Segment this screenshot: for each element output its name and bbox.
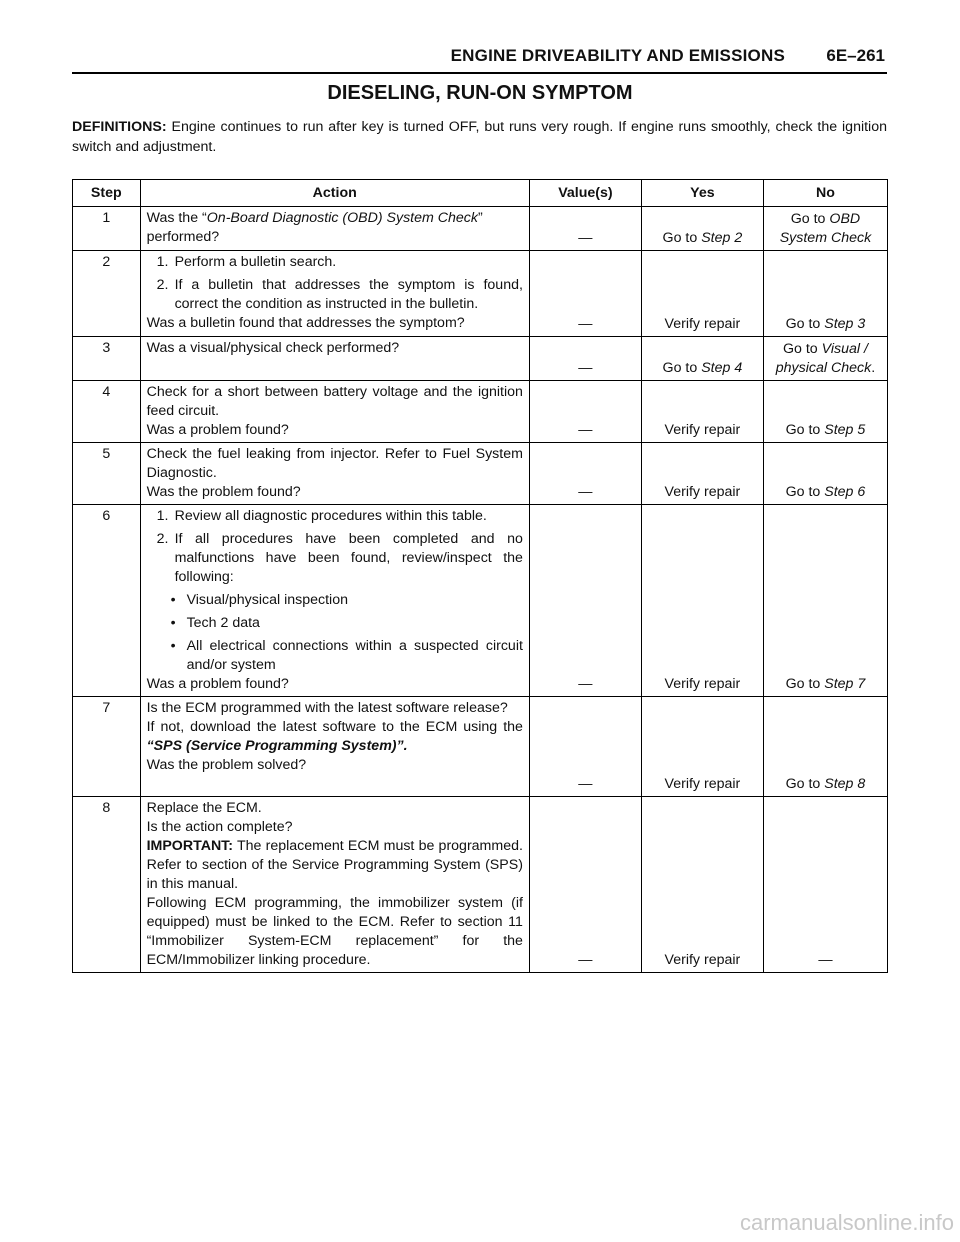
table-row <box>73 381 888 443</box>
table-row <box>73 505 888 697</box>
list-number: 1. <box>156 254 169 270</box>
page-header <box>72 44 887 74</box>
page-number: 6E–261 <box>826 46 885 65</box>
table-row <box>73 207 888 251</box>
action-text: Check for a short between battery voltage and the ignition feed circuit. <box>146 384 523 419</box>
no-step-ref: Step 7 <box>824 676 866 692</box>
action-question: Was a bulletin found that addresses the symptom? <box>146 315 465 331</box>
section-title: ENGINE DRIVEABILITY AND EMISSIONS <box>450 46 785 65</box>
table-header-row <box>73 180 888 207</box>
action-question: Was the problem solved? <box>146 757 307 773</box>
list-text: Review all diagnostic procedures within this table. <box>174 508 487 524</box>
bullet-item <box>147 637 523 675</box>
step-number: 3 <box>73 337 141 381</box>
yes-cell: Verify repair <box>641 505 763 697</box>
no-text: Go to <box>785 776 825 792</box>
no-cell <box>763 505 887 697</box>
no-text: Go to <box>785 484 825 500</box>
list-number: 2. <box>156 531 169 547</box>
table-row <box>73 697 888 797</box>
action-cell <box>140 505 529 697</box>
list-item <box>157 253 523 272</box>
action-text: ” <box>478 210 483 226</box>
table-row <box>73 251 888 337</box>
no-cell <box>763 207 887 251</box>
no-step-ref: Step 3 <box>824 316 866 332</box>
action-text: Check the fuel leaking from injector. Refer to Fuel System Diagnostic. <box>146 446 523 481</box>
page-title: DIESELING, RUN-ON SYMPTOM <box>327 82 633 104</box>
value-cell: — <box>529 697 641 797</box>
no-text: Go to <box>782 341 822 357</box>
no-text: Go to <box>785 676 825 692</box>
diagnostic-table <box>72 179 888 973</box>
value-cell: — <box>529 443 641 505</box>
action-cell <box>140 797 529 973</box>
action-cell <box>140 207 529 251</box>
value-cell: — <box>529 505 641 697</box>
yes-cell: Verify repair <box>641 443 763 505</box>
no-ref: OBD <box>829 211 861 227</box>
no-text: Go to <box>785 316 825 332</box>
action-emphasis: “SPS (Service Programming System)”. <box>146 738 408 754</box>
action-cell <box>140 381 529 443</box>
step-number: 6 <box>73 505 141 697</box>
bullet-item <box>147 591 523 610</box>
action-question: Was a problem found? <box>146 676 289 692</box>
col-step: Step <box>73 180 141 207</box>
step-number: 5 <box>73 443 141 505</box>
yes-step-ref: Step 4 <box>701 360 743 376</box>
step-number: 8 <box>73 797 141 973</box>
yes-cell <box>641 337 763 381</box>
action-question: Was a problem found? <box>146 422 289 438</box>
definitions-text: Engine continues to run after key is turned OFF, but runs very rough. If engine runs smoothly, check the ignition switch and adjustment. <box>72 119 887 155</box>
step-number: 2 <box>73 251 141 337</box>
value-cell: — <box>529 207 641 251</box>
definitions-label: DEFINITIONS: <box>72 119 167 135</box>
table-row <box>73 797 888 973</box>
bullet-text: Tech 2 data <box>186 615 260 631</box>
no-cell <box>763 337 887 381</box>
step-number: 4 <box>73 381 141 443</box>
value-cell: — <box>529 251 641 337</box>
table-row <box>73 443 888 505</box>
action-text: Replace the ECM. <box>146 800 262 816</box>
list-item <box>157 507 523 526</box>
action-text-part: If not, download the latest software to the ECM using the <box>146 719 523 735</box>
list-number: 2. <box>156 277 169 293</box>
step-number: 7 <box>73 697 141 797</box>
value-cell: — <box>529 337 641 381</box>
bullet-text: Visual/physical inspection <box>186 592 348 608</box>
bullet-icon: • <box>170 592 176 608</box>
action-text: Was the “ <box>146 210 207 226</box>
col-yes: Yes <box>641 180 763 207</box>
action-question: Was the problem found? <box>146 484 301 500</box>
bullet-icon: • <box>170 615 176 631</box>
no-text: Go to <box>785 422 825 438</box>
value-cell: — <box>529 797 641 973</box>
important-label: IMPORTANT: <box>146 838 234 854</box>
action-question: performed? <box>146 229 220 245</box>
no-cell: — <box>763 797 887 973</box>
list-number: 1. <box>156 508 169 524</box>
yes-cell: Verify repair <box>641 697 763 797</box>
no-cell <box>763 251 887 337</box>
action-cell <box>140 443 529 505</box>
no-ref: Visual / <box>821 341 868 357</box>
no-step-ref: Step 6 <box>824 484 866 500</box>
no-ref: physical Check <box>775 360 872 376</box>
no-cell <box>763 381 887 443</box>
action-cell <box>140 251 529 337</box>
action-text: Following ECM programming, the immobilizer system (if equipped) must be linked to the ECM. Refer to section 11 “Immobilizer System-ECM replacement” for the ECM/Immobilizer linking procedure. <box>146 895 523 968</box>
list-item <box>157 276 523 314</box>
no-step-ref: Step 8 <box>824 776 866 792</box>
list-text: If all procedures have been completed and no malfunctions have been found, review/inspect the following: <box>174 531 523 585</box>
definitions <box>72 117 887 157</box>
watermark: carmanualsonline.info <box>739 1210 954 1235</box>
action-text: Is the ECM programmed with the latest software release? <box>146 700 508 716</box>
col-values: Value(s) <box>529 180 641 207</box>
no-text: Go to <box>790 211 830 227</box>
list-text: Perform a bulletin search. <box>174 254 337 270</box>
list-item <box>157 530 523 587</box>
yes-text: Go to <box>662 360 702 376</box>
no-step-ref: Step 5 <box>824 422 866 438</box>
no-cell <box>763 697 887 797</box>
important-note <box>147 837 523 894</box>
col-no: No <box>763 180 887 207</box>
yes-cell <box>641 207 763 251</box>
action-cell: Was a visual/physical check performed? <box>140 337 529 381</box>
action-link-text: On-Board Diagnostic (OBD) System Check <box>206 210 478 226</box>
yes-cell: Verify repair <box>641 251 763 337</box>
no-text: . <box>871 360 876 376</box>
action-cell <box>140 697 529 797</box>
no-cell <box>763 443 887 505</box>
yes-text: Go to <box>662 230 702 246</box>
list-text: If a bulletin that addresses the symptom is found, correct the condition as instructed in the bulletin. <box>174 277 523 312</box>
no-ref: System Check <box>779 230 872 246</box>
important-text: The replacement ECM must be programmed. Refer to section of the Service Programming System (SPS) in this manual. <box>146 838 523 892</box>
bullet-item <box>147 614 523 633</box>
action-text <box>147 718 523 756</box>
col-action: Action <box>140 180 529 207</box>
yes-cell: Verify repair <box>641 797 763 973</box>
yes-cell: Verify repair <box>641 381 763 443</box>
action-question: Is the action complete? <box>146 819 293 835</box>
value-cell: — <box>529 381 641 443</box>
bullet-icon: • <box>170 638 176 654</box>
step-number: 1 <box>73 207 141 251</box>
bullet-text: All electrical connections within a suspected circuit and/or system <box>186 638 523 673</box>
table-row <box>73 337 888 381</box>
yes-step-ref: Step 2 <box>701 230 743 246</box>
